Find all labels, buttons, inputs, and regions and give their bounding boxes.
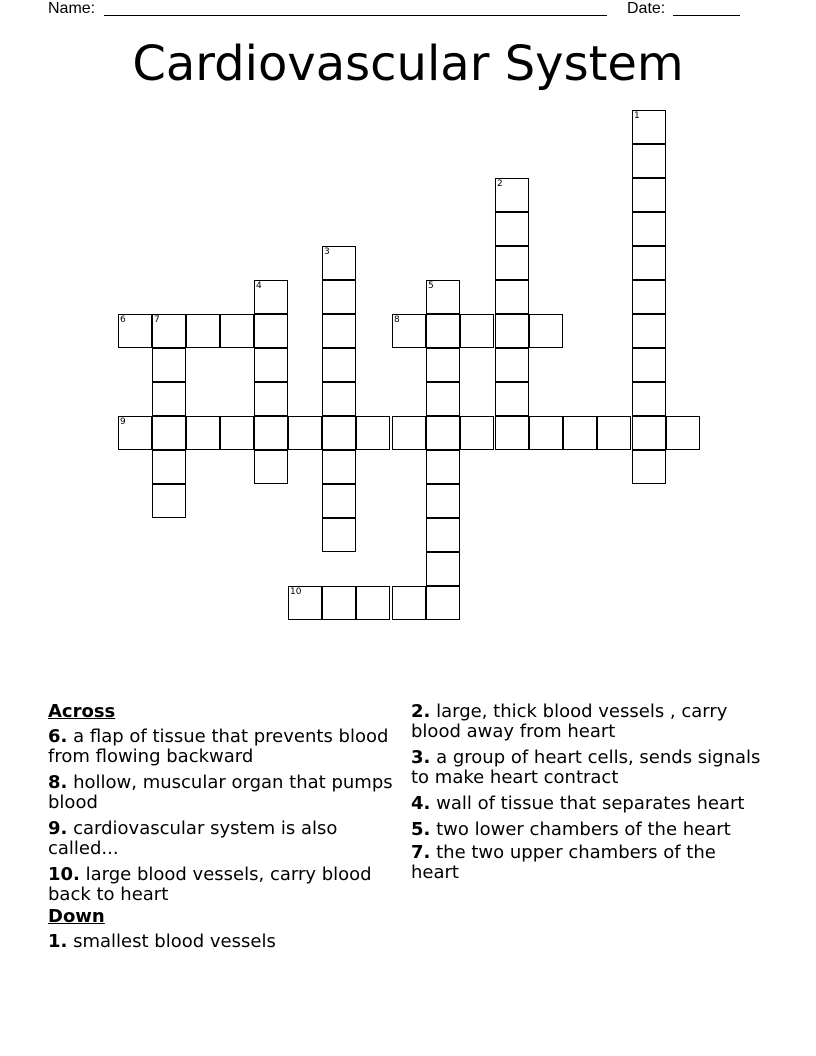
clue-across-8 [48,773,393,813]
clue-across-6 [48,727,393,767]
clue-text: a flap of tissue that prevents blood from flowing backward [48,726,389,767]
crossword-cell[interactable] [152,348,186,382]
crossword-cell[interactable] [632,246,666,280]
crossword-cell[interactable] [118,314,152,348]
crossword-cell[interactable] [322,450,356,484]
crossword-cell[interactable] [392,586,426,620]
cell-number: 3 [324,247,330,257]
crossword-cell[interactable] [288,416,322,450]
crossword-cell[interactable] [426,586,460,620]
clue-across-9 [48,819,393,859]
clue-number: 8. [48,772,68,793]
crossword-cell[interactable] [426,382,460,416]
crossword-cell[interactable] [426,518,460,552]
crossword-cell[interactable] [632,212,666,246]
crossword-cell[interactable] [426,552,460,586]
crossword-cell[interactable] [495,314,529,348]
name-label: Name: [48,0,96,17]
cell-number: 2 [497,179,503,189]
crossword-cell[interactable] [632,348,666,382]
crossword-cell[interactable] [322,416,356,450]
cell-number: 9 [120,417,126,427]
crossword-cell[interactable] [666,416,700,450]
crossword-cell[interactable] [322,484,356,518]
crossword-cell[interactable] [632,314,666,348]
crossword-cell[interactable] [254,382,288,416]
down-heading: Down [48,906,105,927]
crossword-cell[interactable] [322,348,356,382]
crossword-cell[interactable] [254,280,288,314]
clue-text: smallest blood vessels [73,931,276,952]
crossword-cell[interactable] [426,450,460,484]
crossword-cell[interactable] [356,586,390,620]
across-heading: Across [48,701,116,722]
crossword-cell[interactable] [426,416,460,450]
clue-number: 10. [48,864,80,885]
clue-text: a group of heart cells, sends signals to make heart contract [411,747,761,788]
crossword-cell[interactable] [322,518,356,552]
clue-number: 7. [411,842,431,863]
crossword-cell[interactable] [322,314,356,348]
clue-number: 1. [48,931,68,952]
crossword-cell[interactable] [220,314,254,348]
crossword-cell[interactable] [426,348,460,382]
clue-down-5 [411,820,761,840]
crossword-cell[interactable] [186,314,220,348]
crossword-cell[interactable] [632,144,666,178]
page-title: Cardiovascular System [132,36,684,92]
clue-text: two lower chambers of the heart [436,819,731,840]
crossword-cell[interactable] [152,416,186,450]
cell-number: 10 [290,587,302,597]
crossword-cell[interactable] [495,246,529,280]
clue-number: 2. [411,701,431,722]
clue-down-2 [411,702,761,742]
clues-left-column [48,702,393,958]
clue-text: large, thick blood vessels , carry blood away from heart [411,701,728,742]
across-clue-list [48,727,393,905]
crossword-cell[interactable] [632,382,666,416]
cell-number: 8 [394,315,400,325]
cell-number: 7 [154,315,160,325]
crossword-cell[interactable] [495,348,529,382]
clue-text: cardiovascular system is also called... [48,818,338,859]
clue-down-7 [411,843,761,883]
crossword-cell[interactable] [632,110,666,144]
crossword-cell[interactable] [495,178,529,212]
clue-number: 4. [411,793,431,814]
cell-number: 1 [634,111,640,121]
clue-down-1 [48,932,393,952]
clue-number: 6. [48,726,68,747]
clues-right-column [411,702,761,889]
clue-across-10 [48,865,393,905]
crossword-cell[interactable] [152,314,186,348]
crossword-cell[interactable] [254,314,288,348]
crossword-cell[interactable] [322,246,356,280]
clue-text: the two upper chambers of the heart [411,842,716,883]
clue-number: 9. [48,818,68,839]
crossword-cell[interactable] [118,416,152,450]
cell-number: 5 [428,281,434,291]
crossword-cell[interactable] [254,348,288,382]
crossword-cell[interactable] [597,416,631,450]
crossword-cell[interactable] [186,416,220,450]
clue-down-4 [411,794,761,814]
clue-text: wall of tissue that separates heart [436,793,745,814]
crossword-cell[interactable] [529,416,563,450]
crossword-cell[interactable] [220,416,254,450]
crossword-cell[interactable] [356,416,390,450]
crossword-cell[interactable] [392,314,426,348]
crossword-cell[interactable] [322,382,356,416]
crossword-cell[interactable] [392,416,426,450]
crossword-cell[interactable] [152,450,186,484]
crossword-cell[interactable] [632,178,666,212]
crossword-cell[interactable] [426,314,460,348]
crossword-cell[interactable] [632,450,666,484]
clue-text: hollow, muscular organ that pumps blood [48,772,393,813]
clue-down-3 [411,748,761,788]
clue-text: large blood vessels, carry blood back to heart [48,864,372,905]
crossword-cell[interactable] [495,382,529,416]
crossword-cell[interactable] [632,416,666,450]
cell-number: 4 [256,281,262,291]
crossword-cell[interactable] [288,586,322,620]
cell-number: 6 [120,315,126,325]
date-label: Date: [627,0,666,17]
crossword-cell[interactable] [426,280,460,314]
crossword-cell[interactable] [322,586,356,620]
crossword-cell[interactable] [563,416,597,450]
clue-number: 5. [411,819,431,840]
crossword-cell[interactable] [460,416,494,450]
crossword-cell[interactable] [152,484,186,518]
crossword-cell[interactable] [495,280,529,314]
crossword-cell[interactable] [632,280,666,314]
crossword-cell[interactable] [152,382,186,416]
crossword-cell[interactable] [254,450,288,484]
crossword-cell[interactable] [460,314,494,348]
crossword-cell[interactable] [495,212,529,246]
clue-number: 3. [411,747,431,768]
crossword-cell[interactable] [322,280,356,314]
crossword-cell[interactable] [495,416,529,450]
crossword-cell[interactable] [426,484,460,518]
crossword-cell[interactable] [254,416,288,450]
crossword-cell[interactable] [529,314,563,348]
